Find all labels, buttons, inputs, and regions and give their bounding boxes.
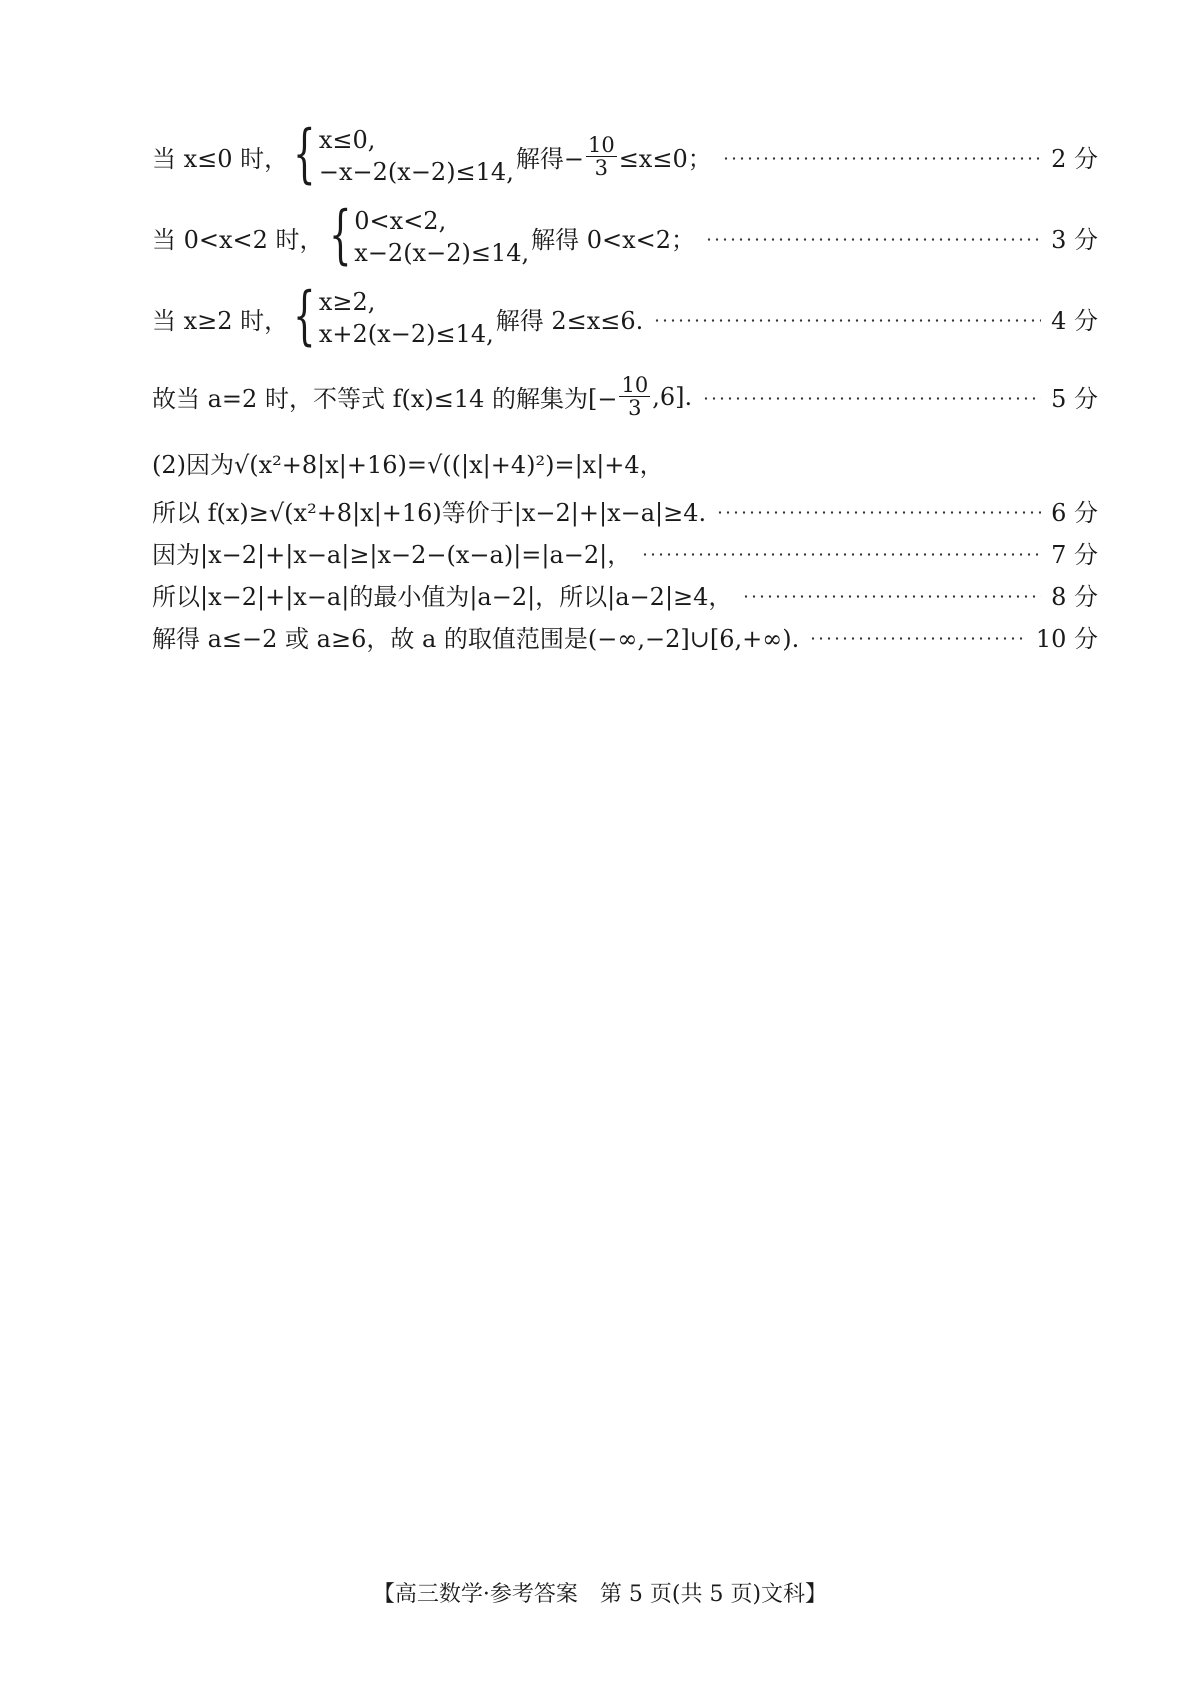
case-system (326, 198, 530, 273)
left-brace: { (293, 279, 316, 354)
fraction (619, 374, 650, 419)
fraction-denominator: 3 (628, 396, 642, 421)
fraction (586, 134, 617, 179)
case-system (290, 117, 514, 192)
line-body (152, 619, 799, 654)
conclusion-suffix: ,6]. (652, 382, 693, 411)
solution-line-step6 (152, 493, 1098, 528)
dot-leader (722, 157, 1041, 160)
solution-line-conclusion1 (152, 374, 1098, 419)
line-body (152, 445, 664, 480)
solution-line-part2 (152, 445, 1098, 480)
score-label: 4 分 (1051, 306, 1098, 335)
part2-text: (2)因为√(x²+8|x|+16)=√((|x|+4)²)=|x|+4， (152, 451, 664, 479)
score-label: 8 分 (1051, 583, 1098, 611)
case-condition: x≤0, (318, 126, 376, 154)
line-body (152, 279, 644, 354)
solution-line-case2 (152, 198, 1098, 273)
case-inequality: −x−2(x−2)≤14, (318, 158, 514, 187)
dot-leader (653, 319, 1041, 322)
case-system (290, 279, 494, 354)
score-label: 5 分 (1051, 385, 1098, 414)
step-text: 因为|x−2|+|x−a|≥|x−2−(x−a)|=|a−2|， (152, 541, 632, 569)
page-footer: 【高三数学·参考答案 第 5 页(共 5 页)文科】 (372, 1582, 828, 1607)
case-prefix: 当 x≤0 时， (152, 144, 289, 173)
case-inequality: x−2(x−2)≤14, (354, 239, 530, 268)
conclusion-text: 故当 a=2 时，不等式 f(x)≤14 的解集为[− (152, 385, 618, 414)
solve-text: 解得 0<x<2； (531, 225, 696, 254)
line-body (152, 117, 712, 192)
fraction-numerator: 10 (587, 132, 615, 157)
solution-line-case1 (152, 117, 1098, 192)
fraction-numerator: 10 (621, 373, 649, 397)
line-body (152, 198, 696, 273)
score-label: 3 分 (1051, 225, 1098, 254)
dot-leader (742, 595, 1041, 598)
dot-leader (705, 238, 1041, 241)
left-brace: { (293, 117, 316, 192)
left-brace: { (328, 198, 352, 273)
solve-suffix: ≤x≤0； (618, 144, 712, 173)
step-text: 所以 f(x)≥√(x²+8|x|+16)等价于|x−2|+|x−a|≥4. (152, 499, 707, 527)
step-text: 解得 a≤−2 或 a≥6，故 a 的取值范围是(−∞,−2]∪[6,+∞). (152, 625, 800, 653)
case-condition: x≥2, (318, 288, 376, 316)
case-prefix: 当 x≥2 时， (152, 306, 289, 335)
fraction-denominator: 3 (594, 155, 608, 180)
dot-leader (641, 553, 1041, 556)
case-prefix: 当 0<x<2 时， (152, 225, 324, 254)
solution-line-step10 (152, 619, 1098, 654)
score-label: 2 分 (1051, 144, 1098, 173)
line-body (152, 577, 732, 612)
step-text: 所以|x−2|+|x−a|的最小值为|a−2|，所以|a−2|≥4， (152, 583, 733, 611)
line-body (152, 374, 692, 419)
score-label: 6 分 (1051, 499, 1098, 527)
solve-text: 解得− (515, 144, 584, 173)
case-condition: 0<x<2, (354, 207, 447, 235)
line-body (152, 493, 706, 528)
dot-leader (809, 637, 1026, 640)
solve-text: 解得 2≤x≤6. (495, 306, 644, 335)
dot-leader (702, 397, 1041, 400)
solution-line-step8 (152, 577, 1098, 612)
score-label: 7 分 (1051, 541, 1098, 569)
solution-line-step7 (152, 535, 1098, 570)
score-label: 10 分 (1035, 625, 1098, 653)
case-inequality: x+2(x−2)≤14, (318, 320, 494, 349)
line-body (152, 535, 631, 570)
solution-line-case3 (152, 279, 1098, 354)
dot-leader (716, 511, 1041, 514)
